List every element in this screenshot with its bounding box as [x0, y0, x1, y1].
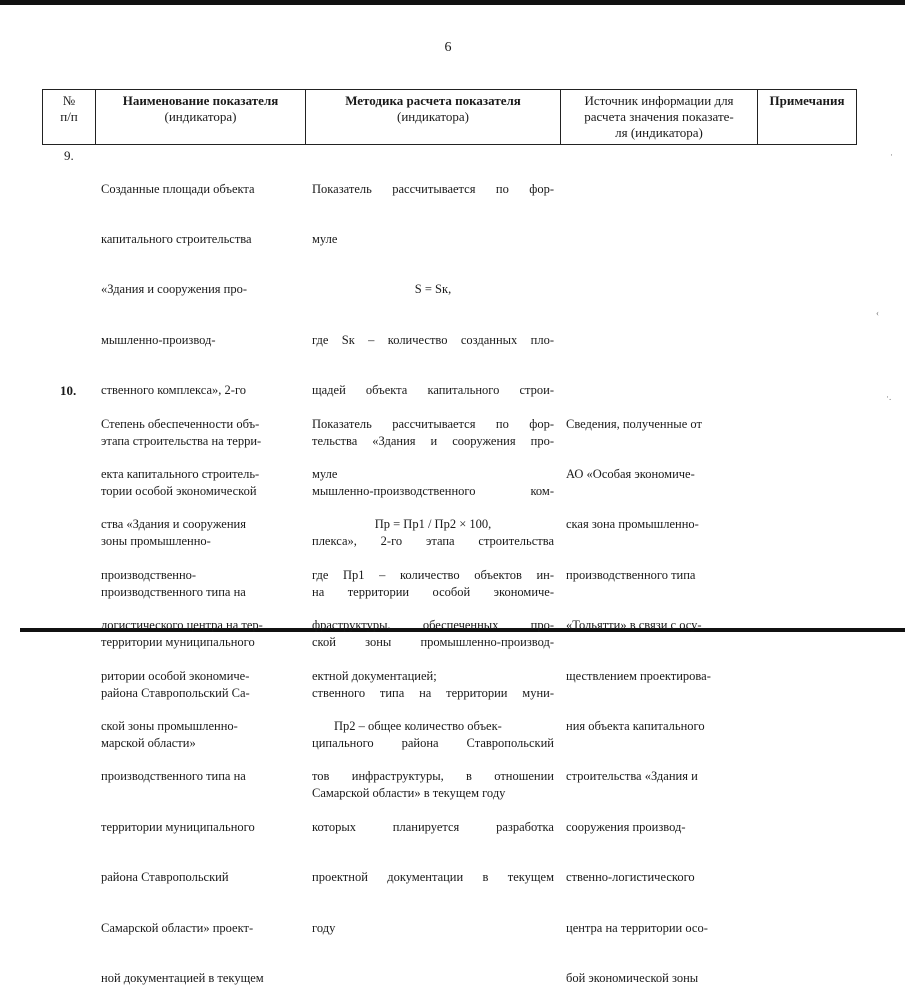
- header-num: [44, 93, 94, 125]
- row-10-source-line: ществлением проектирова-: [566, 668, 711, 683]
- row-10-source-line: ния объекта капитального: [566, 718, 705, 733]
- row-10-name-line: Степень обеспеченности объ-: [101, 416, 260, 431]
- header-source: [562, 93, 756, 141]
- header-num-line2: п/п: [60, 109, 78, 124]
- row-10-method-line: году: [312, 920, 336, 935]
- row-10-name-line: ной документацией в текущем: [101, 970, 264, 985]
- row-9-method-line: щадей объекта капитального строи-: [312, 383, 554, 398]
- row-10-source-line: строительства «Здания и: [566, 769, 698, 784]
- row-10-method-line: тов инфраструктуры, в отношении: [312, 769, 554, 784]
- row-9-name-line: тории особой экономической: [101, 483, 257, 498]
- row-9-method-line: ственного типа на территории муни-: [312, 685, 554, 700]
- row-9-name-line: территории муниципального: [101, 635, 255, 650]
- row-9-name-line: ственного комплекса», 2-го: [101, 383, 247, 398]
- row-10-name-line: логистического центра на тер-: [101, 618, 263, 633]
- table-top-border: [42, 89, 857, 90]
- row-9-name-line: Созданные площади объекта: [101, 181, 255, 196]
- row-10-source: [566, 382, 754, 1003]
- row-9-name-line: капитального строительства: [101, 231, 252, 246]
- header-method-line2: (индикатора): [397, 109, 469, 124]
- col-divider-4: [757, 89, 758, 145]
- row-10-source-line: центра на территории осо-: [566, 920, 708, 935]
- header-source-line2: расчета значения показате-: [584, 109, 734, 124]
- row-10-name-line: екта капитального строитель-: [101, 466, 260, 481]
- header-name-line2: (индикатора): [164, 109, 237, 124]
- row-10-name-line: района Ставропольский: [101, 870, 229, 885]
- header-bottom-border: [42, 144, 857, 145]
- row-10-source-line: ская зона промышленно-: [566, 517, 699, 532]
- header-notes-label: Примечания: [769, 93, 845, 108]
- row-10-name-line: ритории особой экономиче-: [101, 668, 250, 683]
- row-10-name-line: Самарской области» проект-: [101, 920, 254, 935]
- top-edge-shadow: [0, 0, 905, 5]
- scan-speck: ·: [890, 150, 893, 160]
- row-10-name-line: производственного типа на: [101, 769, 246, 784]
- row-10-name-line: территории муниципального: [101, 819, 255, 834]
- row-9-method-line: на территории особой экономиче-: [312, 584, 554, 599]
- page-number: 6: [444, 40, 452, 55]
- row-9-name-line: марской области»: [101, 735, 196, 750]
- row-9-formula: S = Sк,: [414, 282, 452, 297]
- table-right-border: [856, 89, 857, 145]
- row-10-method-line: которых планируется разработка: [312, 819, 554, 834]
- row-9-method-line: Показатель рассчитывается по фор-: [312, 181, 554, 196]
- col-divider-3: [560, 89, 561, 145]
- row-10-method-line: муле: [312, 466, 338, 481]
- row-10-source-line: АО «Особая экономиче-: [566, 466, 695, 481]
- row-9-method-line: плекса», 2-го этапа строительства: [312, 534, 554, 549]
- row-10-name-line: ской зоны промышленно-: [101, 718, 238, 733]
- row-9-name-line: «Здания и сооружения про-: [101, 282, 248, 297]
- row-9-method-line: муле: [312, 231, 338, 246]
- row-10-method-line: Пр2 – общее количество объек-: [334, 718, 502, 733]
- row-9-number: 9.: [64, 148, 74, 163]
- row-10-method-line: Показатель рассчитывается по фор-: [312, 416, 554, 431]
- header-notes: [759, 93, 855, 109]
- row-9-method-line: где Sк – количество созданных пло-: [312, 332, 554, 347]
- row-10-method-line: где Пр1 – количество объектов ин-: [312, 567, 554, 582]
- scan-speck: ‹: [876, 308, 879, 318]
- row-9-name-line: мышленно-производ-: [101, 332, 216, 347]
- col-divider-1: [95, 89, 96, 145]
- row-9-method-line: ципального района Ставропольский: [312, 735, 554, 750]
- row-10-method: [312, 382, 554, 953]
- row-9-method-line: ской зоны промышленно-производ-: [312, 635, 554, 650]
- row-9-name-line: зоны промышленно-: [101, 534, 211, 549]
- row-9-name-line: этапа строительства на терри-: [101, 433, 262, 448]
- table-left-border: [42, 89, 43, 145]
- row-10-source-line: производственного типа: [566, 567, 696, 582]
- row-9-method-line: мышленно-производственного ком-: [312, 483, 554, 498]
- row-10-source-line: сооружения производ-: [566, 819, 686, 834]
- row-10-name-line: производственно-: [101, 567, 197, 582]
- header-source-line3: ля (индикатора): [615, 125, 703, 140]
- row-10-method-line: проектной документации в текущем: [312, 870, 554, 885]
- header-method: [307, 93, 559, 125]
- row-10-method-line: ектной документацией;: [312, 668, 437, 683]
- row-9-name-line: района Ставропольский Са-: [101, 685, 250, 700]
- row-10-name-line: ства «Здания и сооружения: [101, 517, 246, 532]
- header-method-line1: Методика расчета показателя: [345, 93, 521, 108]
- row-10-source-line: «Тольятти» в связи с осу-: [566, 618, 702, 633]
- header-name-line1: Наименование показателя: [122, 93, 279, 108]
- row-10-method-line: фраструктуры, обеспеченных про-: [312, 618, 554, 633]
- row-10-source-line: Сведения, полученные от: [566, 416, 702, 431]
- row-9-name-line: производственного типа на: [101, 584, 246, 599]
- scan-speck: ·.: [886, 392, 892, 402]
- row-10-formula: Пр = Пр1 / Пр2 × 100,: [374, 517, 492, 532]
- row-10-source-line: бой экономической зоны: [566, 970, 699, 985]
- row-9-method-line: Самарской области» в текущем году: [312, 786, 506, 801]
- header-name: [97, 93, 304, 125]
- row-10-number: 10.: [60, 383, 77, 398]
- row-10-source-line: ственно-логистического: [566, 870, 695, 885]
- header-num-line1: №: [62, 93, 76, 108]
- header-source-line1: Источник информации для: [584, 93, 734, 108]
- col-divider-2: [305, 89, 306, 145]
- row-10-name: [101, 382, 301, 1003]
- row-9-method-line: тельства «Здания и сооружения про-: [312, 433, 554, 448]
